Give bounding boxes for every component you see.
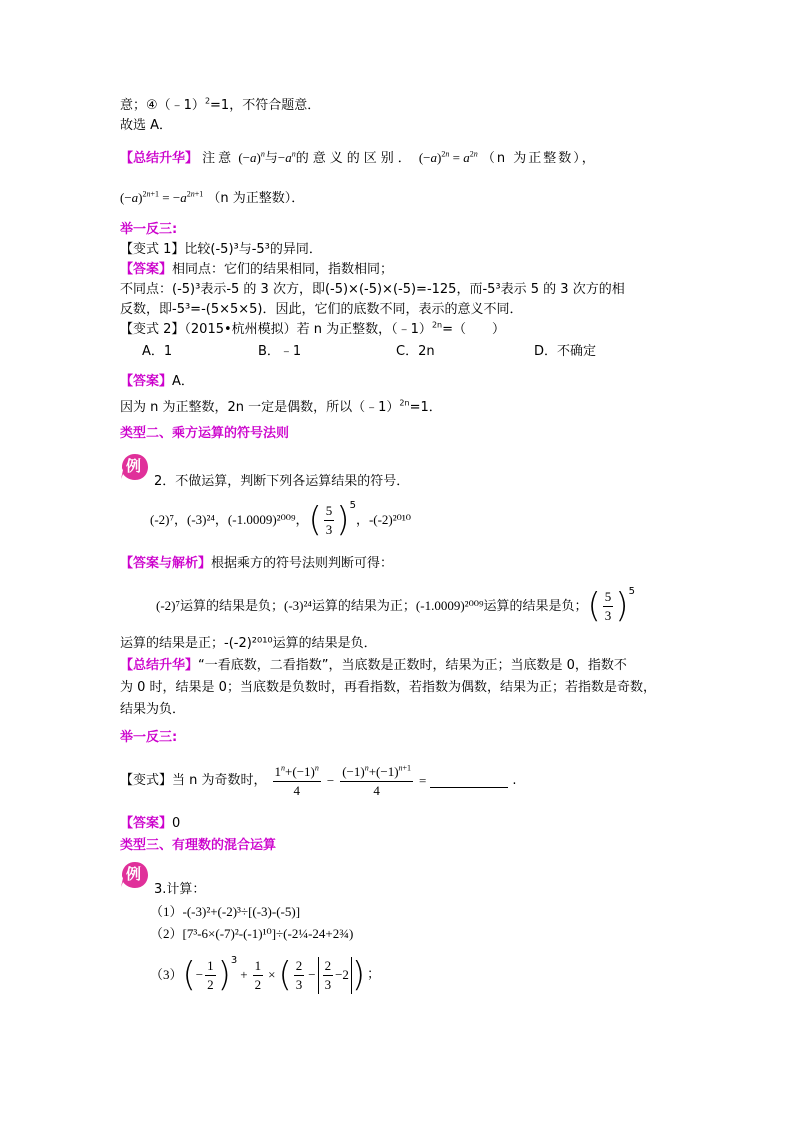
variant-2: 【变式 2】（2015•杭州模拟）若 n 为正整数，（﹣1）$^{2n}$=（ ） [120,320,506,337]
answer-4: 【答案】0 [120,816,181,831]
answer-2-explain: 因为 n 为正整数，2n 一定是偶数，所以（﹣1）$^{2n}$=1． [120,398,442,415]
summary-1: 【总结升华】 注意 $(-a)^n$与$-a^n$的意义的区别． $(-a)^{2n} = a^{2n}$ （n 为正整数）， [120,149,597,166]
answer-3-line-3: 运算的结果是正；-(-2)²⁰¹⁰运算的结果是负． [120,636,377,651]
example-3-part-3: （3） ( − $\frac{1}{2}$ ) $^3$ + $\frac{1}{2}$ × ( $\frac{2}{3}$ − $\frac{2}{3}$ −2 ) ； [150,955,381,995]
math-neg-a-pow-n: $(-a)^n$ [238,149,265,165]
math-identity-even: $(-a)^{2n} = a^{2n}$ [418,149,478,165]
example-3-question: 3.计算： [154,882,206,897]
variant-1: 【变式 1】比较(-5)³与-5³的异同． [120,242,322,257]
answer-3: 【答案与解析】根据乘方的符号法则判断可得： [120,556,394,571]
example-3-part-2: （2）[7³-6×(-7)²-(-1)¹⁰]÷(-2¼-24+2¾) [150,926,354,941]
summary-2: 【总结升华】“一看底数，二看指数”，当底数是正数时，结果为正；当底数是 0，指数不 [120,658,627,673]
type-2-title: 类型二、乘方运算的符号法则 [120,426,290,441]
section-jyfs-2: 举一反三: [120,730,178,745]
example-3-part-1: （1）-(-3)²+(-2)³÷[(-3)-(-5)] [150,904,301,919]
example-2-expr: (-2)⁷，(-3)²⁴，(-1.0009)²⁰⁰⁹， ( $\frac{5}{3}$ ) $^5$ ，-(-2)²⁰¹⁰ [150,500,411,540]
example-badge-3-label: 例 [126,865,142,883]
type-3-title: 类型三、有理数的混合运算 [120,838,277,853]
section-jyfs-1: 举一反三: [120,222,178,237]
option-d: D．不确定 [534,344,597,359]
example-badge-2-label: 例 [126,457,142,475]
summary-2-line-2: 为 0 时，结果是 0；当底数是负数时，再看指数，若指数为偶数，结果为正；若指数是奇数， [120,680,656,695]
math-minus-a-pow-n: $-a^n$ [277,149,296,165]
variant-3: 【变式】 当 n 为奇数时， $\frac{1^n+(-1)^n}{4}$ − $\frac{(-1)^n+(-1)^{n+1}}{4}$ = . [120,763,517,798]
math-identity-odd: $(-a)^{2n+1} = -a^{2n+1}$ [120,189,204,205]
option-c: C．2n [396,344,435,359]
text-line-2: 故选 A． [120,118,173,133]
options-row [142,342,596,362]
fraction-expr-2: $\frac{(-1)^n+(-1)^{n+1}}{4}$ [342,763,412,798]
answer-2: 【答案】A． [120,374,194,389]
fraction-expr-1: $\frac{1^n+(-1)^n}{4}$ [274,763,319,798]
option-b: B．﹣1 [258,344,302,359]
answer-1-line-2: 不同点：(-5)³表示-5 的 3 次方，即(-5)×(-5)×(-5)=-125，而-5³表示 5 的 3 次方的相 [120,282,625,297]
option-a: A．1 [142,344,173,359]
summary-1-line-2: $(-a)^{2n+1} = -a^{2n+1}$ （n 为正整数）． [120,189,305,206]
summary-2-line-3: 结果为负． [120,702,186,717]
answer-1: 【答案】相同点：它们的结果相同，指数相同； [120,262,394,277]
answer-blank [430,775,508,788]
answer-1-line-3: 反数，即-5³=-(5×5×5)．因此，它们的底数不同，表示的意义不同． [120,302,523,317]
fraction-5-3-b: $\frac{5}{3}$ [604,588,612,623]
answer-3-line-2: (-2)⁷运算的结果是负；(-3)²⁴运算的结果为正；(-1.0009)²⁰⁰⁹运算的结果是负； ( $\frac{5}{3}$ ) $^5$ [156,586,635,626]
example-2-question: 2．不做运算，判断下列各运算结果的符号． [154,474,410,489]
fraction-5-3: $\frac{5}{3}$ [325,502,333,537]
text-line-1: 意；④（﹣1）$^2$=1，不符合题意． [120,96,321,113]
